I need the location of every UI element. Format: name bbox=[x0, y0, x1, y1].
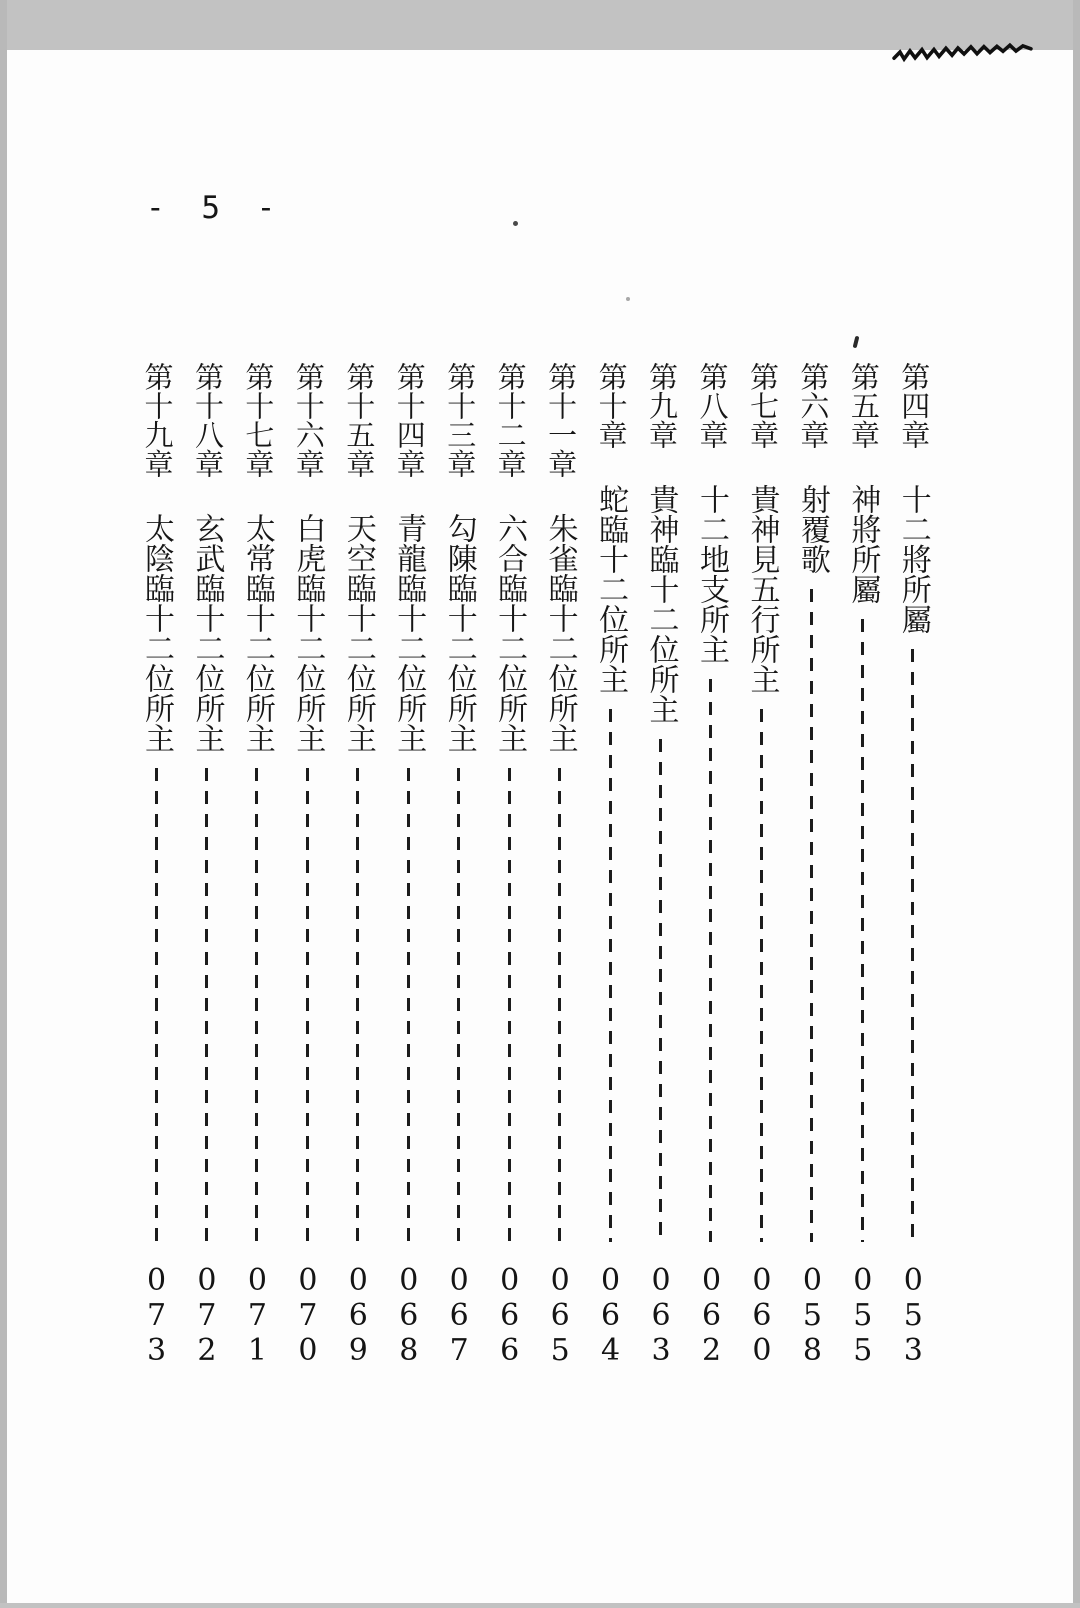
dashed-leader bbox=[356, 768, 359, 1242]
chapter-title: 十二將所屬 bbox=[896, 484, 930, 634]
dashed-leader bbox=[255, 768, 258, 1242]
chapter-number: 第十一章 bbox=[544, 362, 577, 478]
chapter-title: 神將所屬 bbox=[846, 484, 880, 604]
page-number: 058 bbox=[794, 1263, 830, 1368]
chapter-title: 青龍臨十二位所主 bbox=[392, 513, 426, 753]
chapter-title: 貴神臨十二位所主 bbox=[644, 484, 678, 724]
page-number: 067 bbox=[441, 1263, 477, 1368]
page-number: 072 bbox=[189, 1263, 225, 1368]
toc-entry bbox=[383, 362, 433, 1368]
chapter-title: 太陰臨十二位所主 bbox=[140, 513, 173, 753]
toc-entry bbox=[888, 362, 938, 1368]
chapter-title: 太常臨十二位所主 bbox=[240, 513, 274, 753]
toc-entry bbox=[535, 362, 585, 1368]
page-number: 071 bbox=[239, 1263, 275, 1368]
dashed-leader bbox=[306, 768, 309, 1242]
page-number: 055 bbox=[845, 1263, 881, 1368]
scan-background-right bbox=[1073, 0, 1080, 1608]
page-number: 065 bbox=[542, 1263, 578, 1368]
page-number: 066 bbox=[492, 1263, 528, 1368]
chapter-number: 第十六章 bbox=[291, 362, 324, 478]
chapter-number: 第八章 bbox=[695, 362, 728, 449]
chapter-title: 六合臨十二位所主 bbox=[493, 513, 527, 753]
page-number: 060 bbox=[744, 1263, 780, 1368]
page-number: 068 bbox=[391, 1263, 427, 1368]
page-number: 062 bbox=[693, 1263, 729, 1368]
chapter-number: 第十八章 bbox=[190, 362, 223, 478]
toc-entry bbox=[232, 362, 282, 1368]
chapter-number: 第四章 bbox=[897, 362, 930, 449]
dashed-leader bbox=[457, 768, 460, 1242]
dashed-leader bbox=[911, 649, 914, 1242]
chapter-number: 第十五章 bbox=[342, 362, 375, 478]
chapter-number: 第十九章 bbox=[140, 362, 173, 478]
dashed-leader bbox=[205, 768, 208, 1242]
page-number: 063 bbox=[643, 1263, 679, 1368]
scan-background-bottom bbox=[0, 1603, 1080, 1608]
chapter-number: 第六章 bbox=[796, 362, 829, 449]
scan-speck-dot bbox=[626, 297, 630, 301]
toc-entry bbox=[434, 362, 484, 1368]
dashed-leader bbox=[558, 768, 561, 1242]
toc-entry bbox=[686, 362, 736, 1368]
toc-entry bbox=[333, 362, 383, 1368]
dashed-leader bbox=[609, 709, 612, 1242]
chapter-title: 玄武臨十二位所主 bbox=[190, 513, 224, 753]
dashed-leader bbox=[508, 768, 511, 1242]
dashed-leader bbox=[155, 768, 158, 1242]
toc-entry bbox=[636, 362, 686, 1368]
toc-entry bbox=[484, 362, 534, 1368]
dashed-leader bbox=[709, 679, 712, 1242]
toc-entry bbox=[131, 362, 181, 1368]
dashed-leader bbox=[810, 589, 813, 1242]
chapter-number: 第五章 bbox=[846, 362, 879, 449]
page-number: 069 bbox=[340, 1263, 376, 1368]
page-number: 064 bbox=[593, 1263, 629, 1368]
toc-entry bbox=[282, 362, 332, 1368]
scan-background-left bbox=[0, 0, 7, 1608]
dashed-leader bbox=[861, 619, 864, 1242]
dashed-leader bbox=[760, 709, 763, 1242]
chapter-title: 貴神見五行所主 bbox=[745, 484, 779, 694]
chapter-number: 第十四章 bbox=[392, 362, 425, 478]
page-number: 053 bbox=[895, 1263, 931, 1368]
toc-entry bbox=[736, 362, 786, 1368]
page-marker: - 5 - bbox=[146, 190, 285, 226]
dashed-leader bbox=[407, 768, 410, 1242]
scan-speck-dot bbox=[513, 221, 518, 226]
chapter-number: 第十三章 bbox=[443, 362, 476, 478]
toc-entry bbox=[181, 362, 231, 1368]
toc-entry bbox=[787, 362, 837, 1368]
dashed-leader bbox=[659, 739, 662, 1242]
chapter-title: 勾陳臨十二位所主 bbox=[442, 513, 476, 753]
chapter-title: 朱雀臨十二位所主 bbox=[543, 513, 577, 753]
chapter-number: 第九章 bbox=[645, 362, 678, 449]
chapter-title: 天空臨十二位所主 bbox=[341, 513, 375, 753]
chapter-title: 蛇臨十二位所主 bbox=[594, 484, 628, 694]
chapter-number: 第十章 bbox=[594, 362, 627, 449]
table-of-contents bbox=[131, 362, 938, 1368]
page-number: 070 bbox=[290, 1263, 326, 1368]
toc-entry bbox=[837, 362, 887, 1368]
chapter-title: 白虎臨十二位所主 bbox=[291, 513, 325, 753]
chapter-number: 第十二章 bbox=[493, 362, 526, 478]
chapter-number: 第十七章 bbox=[241, 362, 274, 478]
chapter-number: 第七章 bbox=[745, 362, 778, 449]
chapter-title: 十二地支所主 bbox=[694, 484, 728, 664]
scan-speck-quote bbox=[853, 336, 860, 349]
scan-artifact-squiggle bbox=[892, 42, 1034, 64]
toc-entry bbox=[585, 362, 635, 1368]
chapter-title: 射覆歌 bbox=[795, 484, 829, 574]
page-number: 073 bbox=[139, 1263, 174, 1368]
